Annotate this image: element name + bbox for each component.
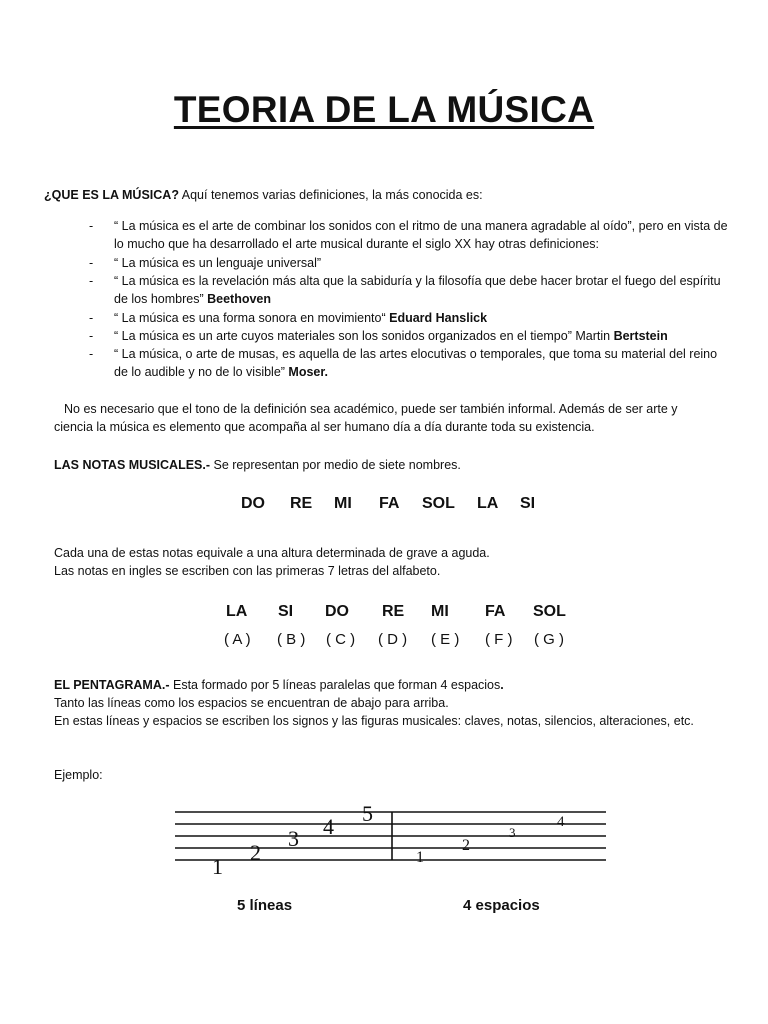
- note-letter: ( C ): [326, 631, 356, 648]
- list-bullet: -: [89, 219, 94, 233]
- staff-heading-line: [54, 676, 744, 694]
- list-bullet: -: [89, 274, 94, 288]
- definition-text: “ La música es el arte de combinar los sonidos con el ritmo de una manera agradable al oído”, pero en vista de lo mucho que ha desarrollado el arte musical durante el siglo XX hay otras definiciones:: [114, 219, 728, 251]
- section-heading: LAS NOTAS MUSICALES.-: [54, 458, 211, 472]
- note-letter: ( A ): [224, 631, 251, 648]
- note-name: DO: [325, 603, 349, 620]
- list-item: [114, 254, 734, 272]
- note-letter: ( F ): [485, 631, 513, 648]
- notes-section-heading: [54, 456, 734, 474]
- staff-section: [54, 676, 744, 730]
- solfege-notes: [0, 494, 768, 516]
- definition-text: “ La música es la revelación más alta que la sabiduría y la filosofía que debe hacer brotar el fuego del espíritu de los hombres”: [114, 274, 721, 306]
- note-name: RE: [382, 603, 405, 620]
- note-name: LA: [477, 495, 499, 512]
- note-name: SI: [278, 603, 294, 620]
- staff-lines: [175, 812, 606, 860]
- definition-author-first: Martin: [575, 329, 614, 343]
- section-text: Esta formado por 5 líneas paralelas que forman 4 espacios: [169, 678, 501, 692]
- intro-line: [44, 186, 744, 204]
- note-name: DO: [241, 495, 265, 512]
- list-item: [114, 345, 734, 381]
- staff-diagram: [0, 790, 768, 890]
- note-name: SOL: [422, 495, 455, 512]
- list-bullet: -: [89, 329, 94, 343]
- section-text: Se representan por medio de siete nombres.: [210, 458, 461, 472]
- description-line: Las notas en ingles se escriben con las primeras 7 letras del alfabeto.: [54, 564, 441, 578]
- space-number: 1: [416, 849, 424, 866]
- note-letter: ( E ): [431, 631, 460, 648]
- intro-text: Aquí tenemos varias definiciones, la más conocida es:: [178, 188, 483, 202]
- list-item: [114, 327, 734, 345]
- definition-text: “ La música, o arte de musas, es aquella de las artes elocutivas o temporales, que toma su material del reino de lo audible y no de lo visible”: [114, 347, 718, 379]
- note-name: LA: [226, 603, 248, 620]
- section-text-end: .: [500, 678, 504, 692]
- list-bullet: -: [89, 311, 94, 325]
- note-letter: ( B ): [277, 631, 306, 648]
- caption-lines: 5 líneas: [237, 897, 293, 914]
- note-name: MI: [431, 603, 449, 620]
- definition-author: Beethoven: [207, 292, 272, 306]
- note-name: MI: [334, 495, 352, 512]
- page-title: TEORIA DE LA MÚSICA: [173, 89, 595, 130]
- definition-author: Moser.: [288, 365, 329, 379]
- space-number: 3: [509, 825, 516, 840]
- list-item: [114, 309, 734, 327]
- note-name: SI: [520, 495, 536, 512]
- line-number: 2: [250, 840, 261, 865]
- line-number: 5: [362, 801, 373, 826]
- definition-text: “ La música es una forma sonora en movimiento“: [114, 311, 390, 325]
- list-item: [114, 272, 734, 308]
- list-bullet: -: [89, 347, 94, 361]
- example-label: Ejemplo:: [54, 768, 103, 782]
- line-number: 3: [288, 826, 299, 851]
- note-letter: ( G ): [534, 631, 564, 648]
- note-name: SOL: [533, 603, 566, 620]
- list-item: [114, 217, 734, 253]
- description-line: Cada una de estas notas equivale a una altura determinada de grave a aguda.: [54, 546, 490, 560]
- definition-text: “ La música es un lenguaje universal”: [114, 256, 322, 270]
- line-number: 1: [212, 854, 223, 879]
- definition-author: Eduard Hanslick: [389, 311, 488, 325]
- definition-author: Bertstein: [613, 329, 668, 343]
- intro-lead: ¿QUE ES LA MÚSICA?: [44, 188, 179, 202]
- note-name: RE: [290, 495, 313, 512]
- line-number: 4: [323, 814, 334, 839]
- note-name: FA: [485, 603, 506, 620]
- definition-text: “ La música es un arte cuyos materiales son los sonidos organizados en el tiempo”: [114, 329, 576, 343]
- space-number: 4: [557, 814, 565, 830]
- notes-description: [54, 544, 734, 580]
- section-heading: EL PENTAGRAMA.-: [54, 678, 170, 692]
- staff-description-line: Tanto las líneas como los espacios se encuentran de abajo para arriba.: [54, 696, 449, 710]
- space-number: 2: [462, 837, 470, 854]
- list-bullet: -: [89, 256, 94, 270]
- staff-description-line: En estas líneas y espacios se escriben los signos y las figuras musicales: claves, notas, silencios, alteraciones, etc.: [54, 714, 694, 728]
- note-letter: ( D ): [378, 631, 408, 648]
- body-paragraph: No es necesario que el tono de la definición sea académico, puede ser también informal. Además de ser arte y ciencia la música es elemento que acompaña al ser humano día a día durante toda su existencia.: [54, 402, 678, 434]
- english-note-names: [0, 602, 768, 624]
- note-name: FA: [379, 495, 400, 512]
- english-note-letters: [0, 630, 768, 652]
- caption-spaces: 4 espacios: [463, 897, 540, 914]
